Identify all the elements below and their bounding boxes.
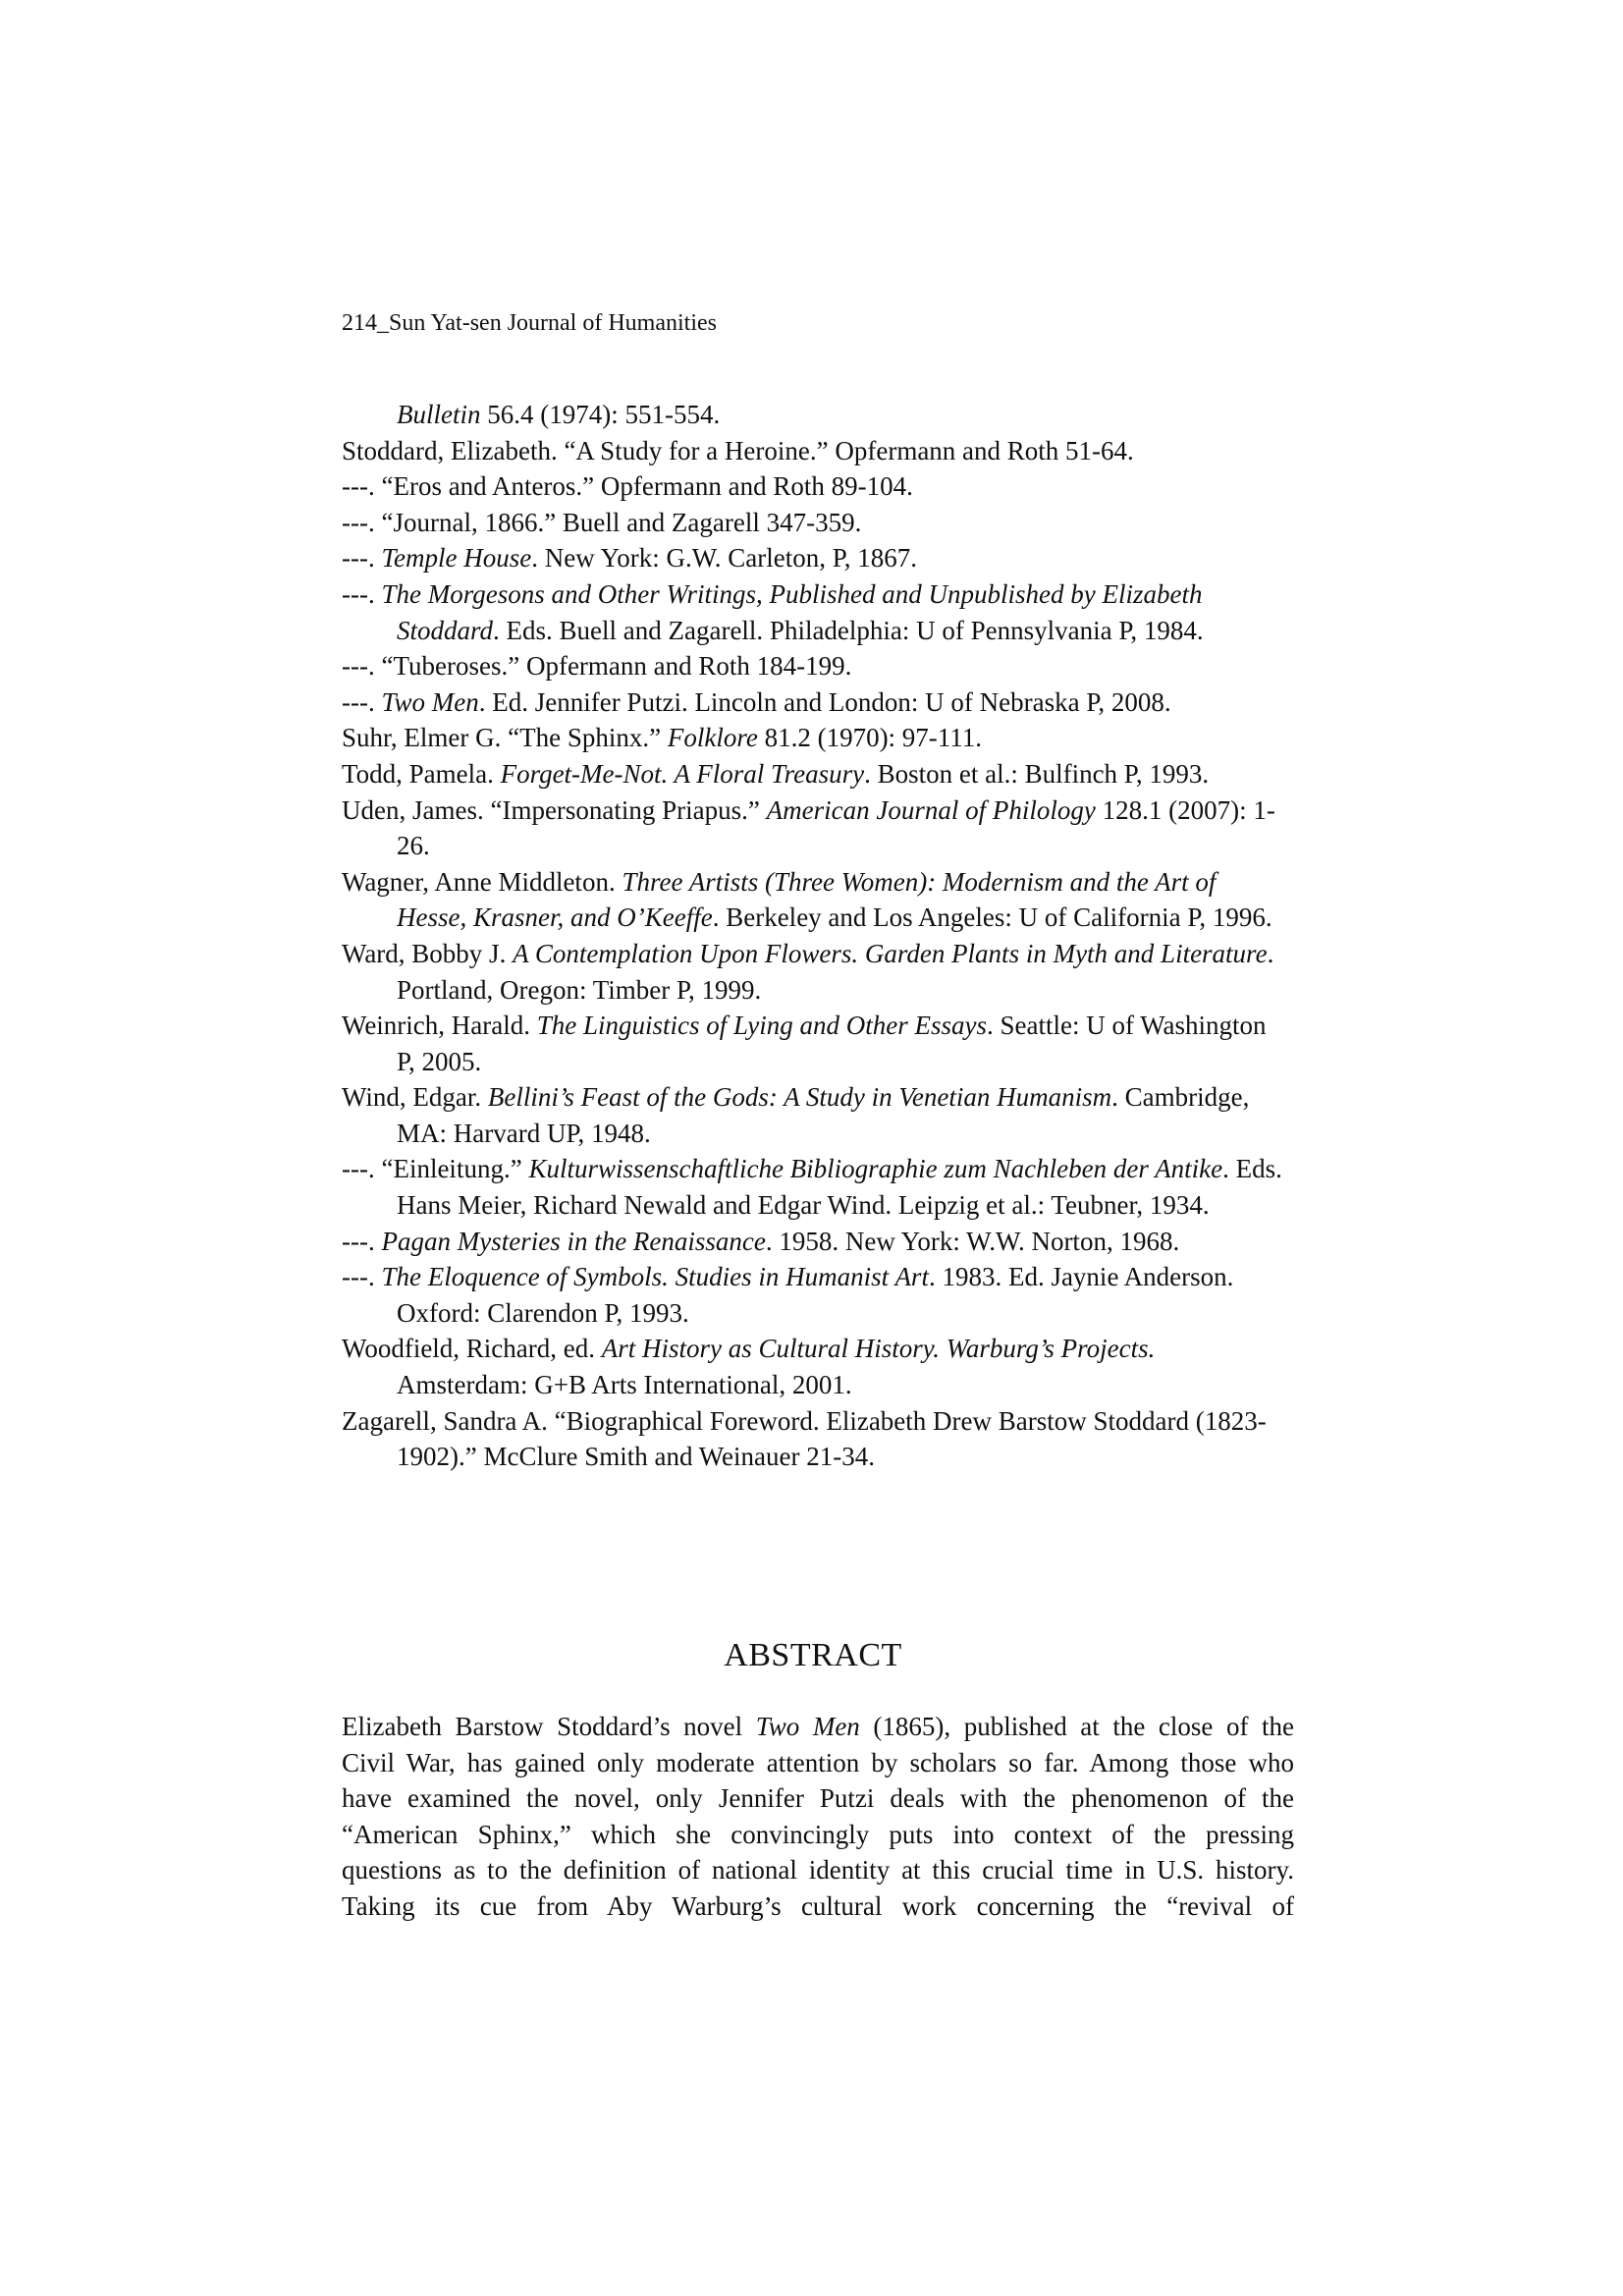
entry-text: Wind, Edgar. [342, 1082, 488, 1113]
bibliography-entry [342, 1008, 1284, 1079]
bibliography-entry [342, 936, 1284, 1008]
abstract-text: Elizabeth Barstow Stoddard’s novel [342, 1712, 756, 1741]
entry-text: ---. [342, 543, 382, 574]
bibliography-entry [342, 864, 1284, 936]
entry-title-italic: Bulletin [397, 400, 481, 429]
abstract-line [342, 1745, 1294, 1781]
bibliography-entry [342, 397, 1284, 433]
entry-title-italic: Three Artists (Three Women): Modernism and the Art of Hesse, Krasner, and O’Keeffe [397, 866, 1217, 933]
entry-title-italic: Kulturwissenschaftliche Bibliographie zum Nachleben der Antike [528, 1154, 1223, 1184]
entry-text: . Seattle: U of Washington P, 2005. [397, 1011, 1267, 1076]
abstract-line [342, 1852, 1294, 1888]
entry-text: ---. “Journal, 1866.” Buell and Zagarell 347-359. [342, 507, 862, 537]
bibliography-entry [342, 1224, 1284, 1260]
abstract-line [342, 1709, 1294, 1745]
entry-text: . Eds. Buell and Zagarell. Philadelphia: U of Pennsylvania P, 1984. [493, 615, 1204, 645]
bibliography-entry [342, 1259, 1284, 1331]
entry-text: Wagner, Anne Middleton. [342, 866, 622, 897]
entry-text: ---. [342, 686, 382, 717]
entry-title-italic: Pagan Mysteries in the Renaissance [381, 1226, 766, 1256]
bibliography-entry [342, 505, 1284, 541]
bibliography-entry [342, 1151, 1284, 1223]
abstract-body [342, 1709, 1294, 1925]
entry-text: ---. [342, 1262, 382, 1292]
bibliography-entry [342, 576, 1284, 648]
entry-text: ---. “Tuberoses.” Opfermann and Roth 184-199. [342, 651, 852, 682]
entry-title-italic: The Morgesons and Other Writings, Published and Unpublished by Elizabeth Stoddard [381, 578, 1203, 645]
abstract-heading: ABSTRACT [724, 1637, 902, 1673]
entry-text: Woodfield, Richard, ed. [342, 1334, 602, 1364]
entry-text: Zagarell, Sandra A. “Biographical Foreword. Elizabeth Drew Barstow Stoddard (1823-1902).” McClure Smith and Weinauer 21-34. [342, 1405, 1267, 1472]
entry-text: . Boston et al.: Bulfinch P, 1993. [864, 758, 1210, 789]
entry-title-italic: Art History as Cultural History. Warburg’s Projects. [601, 1334, 1156, 1364]
abstract-text: Taking its cue from Aby Warburg’s cultural work concerning the “revival of [342, 1890, 1294, 1921]
entry-text: . Berkeley and Los Angeles: U of California P, 1996. [712, 902, 1272, 933]
entry-text: . Ed. Jennifer Putzi. Lincoln and London: U of Nebraska P, 2008. [478, 686, 1171, 717]
abstract-text: have examined the novel, only Jennifer Putzi deals with the phenomenon of the [342, 1783, 1294, 1814]
bibliography-entry [342, 684, 1284, 721]
entry-title-italic: The Eloquence of Symbols. Studies in Humanist Art [381, 1262, 929, 1292]
entry-title-italic: Two Men [381, 686, 479, 717]
bibliography-entry [342, 793, 1284, 864]
entry-title-italic: Temple House [381, 543, 532, 574]
abstract-line [342, 1888, 1294, 1925]
entry-text: ---. “Eros and Anteros.” Opfermann and Roth 89-104. [342, 471, 913, 502]
entry-title-italic: A Contemplation Upon Flowers. Garden Plants in Myth and Literature [513, 938, 1268, 968]
entry-text: Todd, Pamela. [342, 758, 501, 789]
entry-text: . Cambridge, MA: Harvard UP, 1948. [397, 1082, 1250, 1148]
entry-text: ---. “Einleitung.” [342, 1154, 529, 1184]
abstract-line [342, 1780, 1294, 1817]
bibliography-list [342, 397, 1284, 1475]
entry-text: Suhr, Elmer G. “The Sphinx.” [342, 723, 668, 753]
entry-title-italic: American Journal of Philology [766, 794, 1096, 825]
abstract-line [342, 1817, 1294, 1853]
entry-title-italic: Folklore [667, 723, 758, 753]
entry-text: . 1958. New York: W.W. Norton, 1968. [765, 1226, 1180, 1256]
entry-text: ---. [342, 578, 382, 609]
entry-text: ---. [342, 1226, 382, 1256]
entry-title-italic: The Linguistics of Lying and Other Essays [536, 1011, 987, 1041]
bibliography-entry [342, 540, 1284, 576]
entry-text: 128.1 (2007): 1-26. [397, 794, 1275, 861]
abstract-text: (1865), published at the close of the [859, 1712, 1294, 1741]
bibliography-entry [342, 433, 1284, 469]
entry-text: . Portland, Oregon: Timber P, 1999. [397, 938, 1274, 1005]
entry-text: . Eds. Hans Meier, Richard Newald and Edgar Wind. Leipzig et al.: Teubner, 1934. [397, 1154, 1282, 1221]
entry-text: Stoddard, Elizabeth. “A Study for a Heroine.” Opfermann and Roth 51-64. [342, 435, 1134, 465]
bibliography-entry [342, 468, 1284, 505]
bibliography-entry [342, 756, 1284, 793]
entry-text: 81.2 (1970): 97-111. [757, 723, 983, 753]
bibliography-entry [342, 1079, 1284, 1151]
entry-title-italic: Bellini’s Feast of the Gods: A Study in Venetian Humanism [487, 1082, 1112, 1113]
bibliography-entry [342, 648, 1284, 684]
abstract-text: “American Sphinx,” which she convincingly puts into context of the pressing [342, 1819, 1294, 1849]
bibliography-entry [342, 720, 1284, 756]
bibliography-entry [342, 1331, 1284, 1402]
entry-text: Weinrich, Harald. [342, 1011, 537, 1041]
entry-text: Amsterdam: G+B Arts International, 2001. [397, 1370, 852, 1400]
running-head: 214_Sun Yat-sen Journal of Humanities [342, 310, 717, 336]
entry-text: 56.4 (1974): 551-554. [480, 400, 721, 429]
entry-text: Ward, Bobby J. [342, 938, 514, 968]
entry-title-italic: Forget-Me-Not. A Floral Treasury [500, 758, 865, 789]
entry-text: . New York: G.W. Carleton, P, 1867. [531, 543, 917, 574]
abstract-text: questions as to the definition of national identity at this crucial time in U.S. history. [342, 1855, 1294, 1886]
bibliography-entry [342, 1403, 1284, 1475]
abstract-italic-text: Two Men [755, 1712, 860, 1741]
entry-text: . 1983. Ed. Jaynie Anderson. Oxford: Clarendon P, 1993. [397, 1262, 1234, 1328]
abstract-text: Civil War, has gained only moderate attention by scholars so far. Among those who [342, 1747, 1294, 1777]
entry-text: Uden, James. “Impersonating Priapus.” [342, 794, 767, 825]
